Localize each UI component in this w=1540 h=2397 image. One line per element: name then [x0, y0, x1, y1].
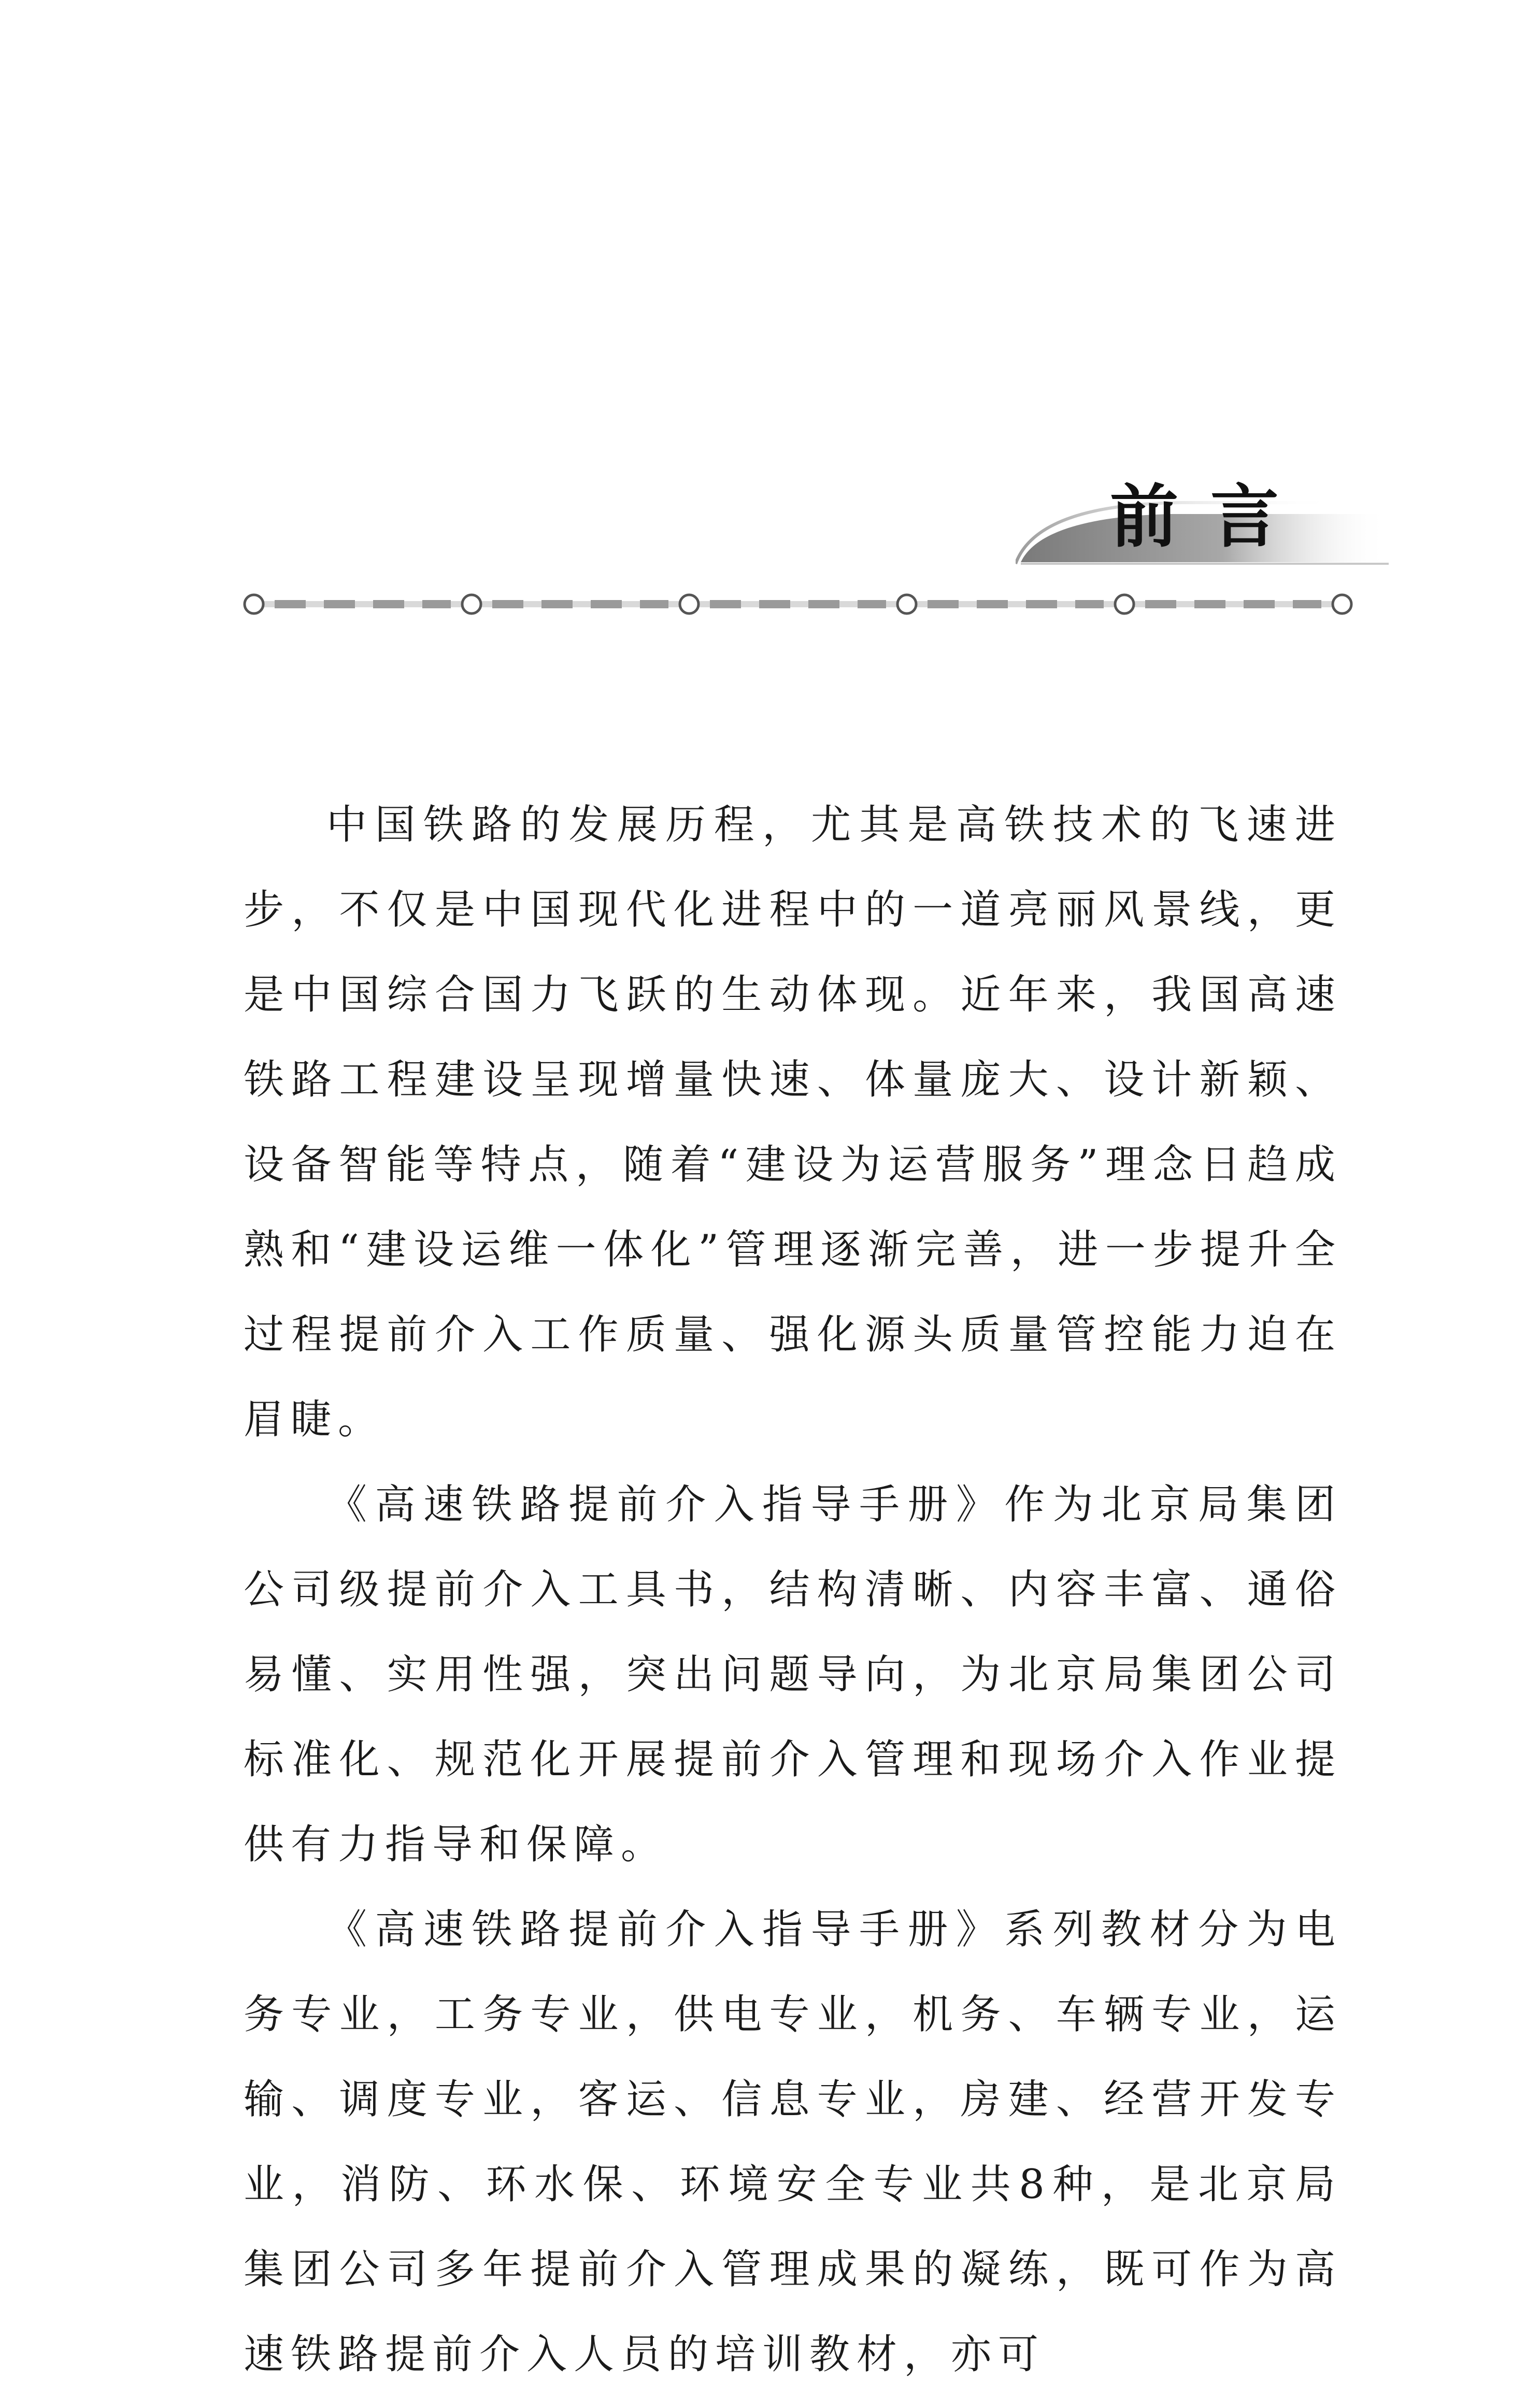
rail-dash: [928, 600, 959, 608]
rail-dash: [373, 600, 404, 608]
rail-dash: [1075, 600, 1104, 608]
page-title: 前言: [1110, 477, 1311, 557]
rail-dash: [640, 600, 668, 608]
rail-dash: [808, 600, 839, 608]
rail-node-circle: [245, 595, 263, 613]
paragraph-3: 《高速铁路提前介入指导手册》系列教材分为电务专业，工务专业，供电专业，机务、车辆专业，运输、调度专业，客运、信息专业，房建、经营开发专业，消防、环水保、环境安全专业共8种，是北京局集团公司多年提前介入管理成果的凝练，既可作为高速铁路提前介入人员的培训教材，亦可: [244, 1906, 1342, 2378]
rail-node-circle: [897, 595, 916, 613]
rail-dash: [1145, 600, 1176, 608]
rail-dash: [710, 600, 741, 608]
rail-dash: [858, 600, 886, 608]
rail-node-circle: [462, 595, 481, 613]
rail-dash: [422, 600, 451, 608]
rail-dash: [1026, 600, 1057, 608]
body-text: [244, 782, 1342, 2397]
rail-dash: [324, 600, 355, 608]
rail-node-circle: [680, 595, 698, 613]
rail-dash: [1244, 600, 1275, 608]
rail-dash: [492, 600, 523, 608]
rail-node-circle: [1333, 595, 1351, 613]
rail-dash: [275, 600, 306, 608]
rail-dash: [541, 600, 573, 608]
rail-dash: [759, 600, 790, 608]
rail-node-circle: [1115, 595, 1134, 613]
rail-dash: [977, 600, 1008, 608]
paragraph-2: 《高速铁路提前介入指导手册》作为北京局集团公司级提前介入工具书，结构清晰、内容丰富、通俗易懂、实用性强，突出问题导向，为北京局集团公司标准化、规范化开展提前介入管理和现场介入作业提供有力指导和保障。: [244, 1481, 1342, 1868]
rail-dash: [591, 600, 622, 608]
decorative-rail-divider: [238, 589, 1358, 620]
chapter-heading: [1016, 472, 1389, 575]
rail-dash: [1293, 600, 1321, 608]
rail-dash: [1194, 600, 1225, 608]
paragraph-1: 中国铁路的发展历程，尤其是高铁技术的飞速进步，不仅是中国现代化进程中的一道亮丽风景线，更是中国综合国力飞跃的生动体现。近年来，我国高速铁路工程建设呈现增量快速、体量庞大、设计新颖、设备智能等特点，随着“建设为运营服务”理念日趋成熟和“建设运维一体化”管理逐渐完善，进一步提升全过程提前介入工作质量、强化源头质量管控能力迫在眉睫。: [244, 802, 1342, 1443]
